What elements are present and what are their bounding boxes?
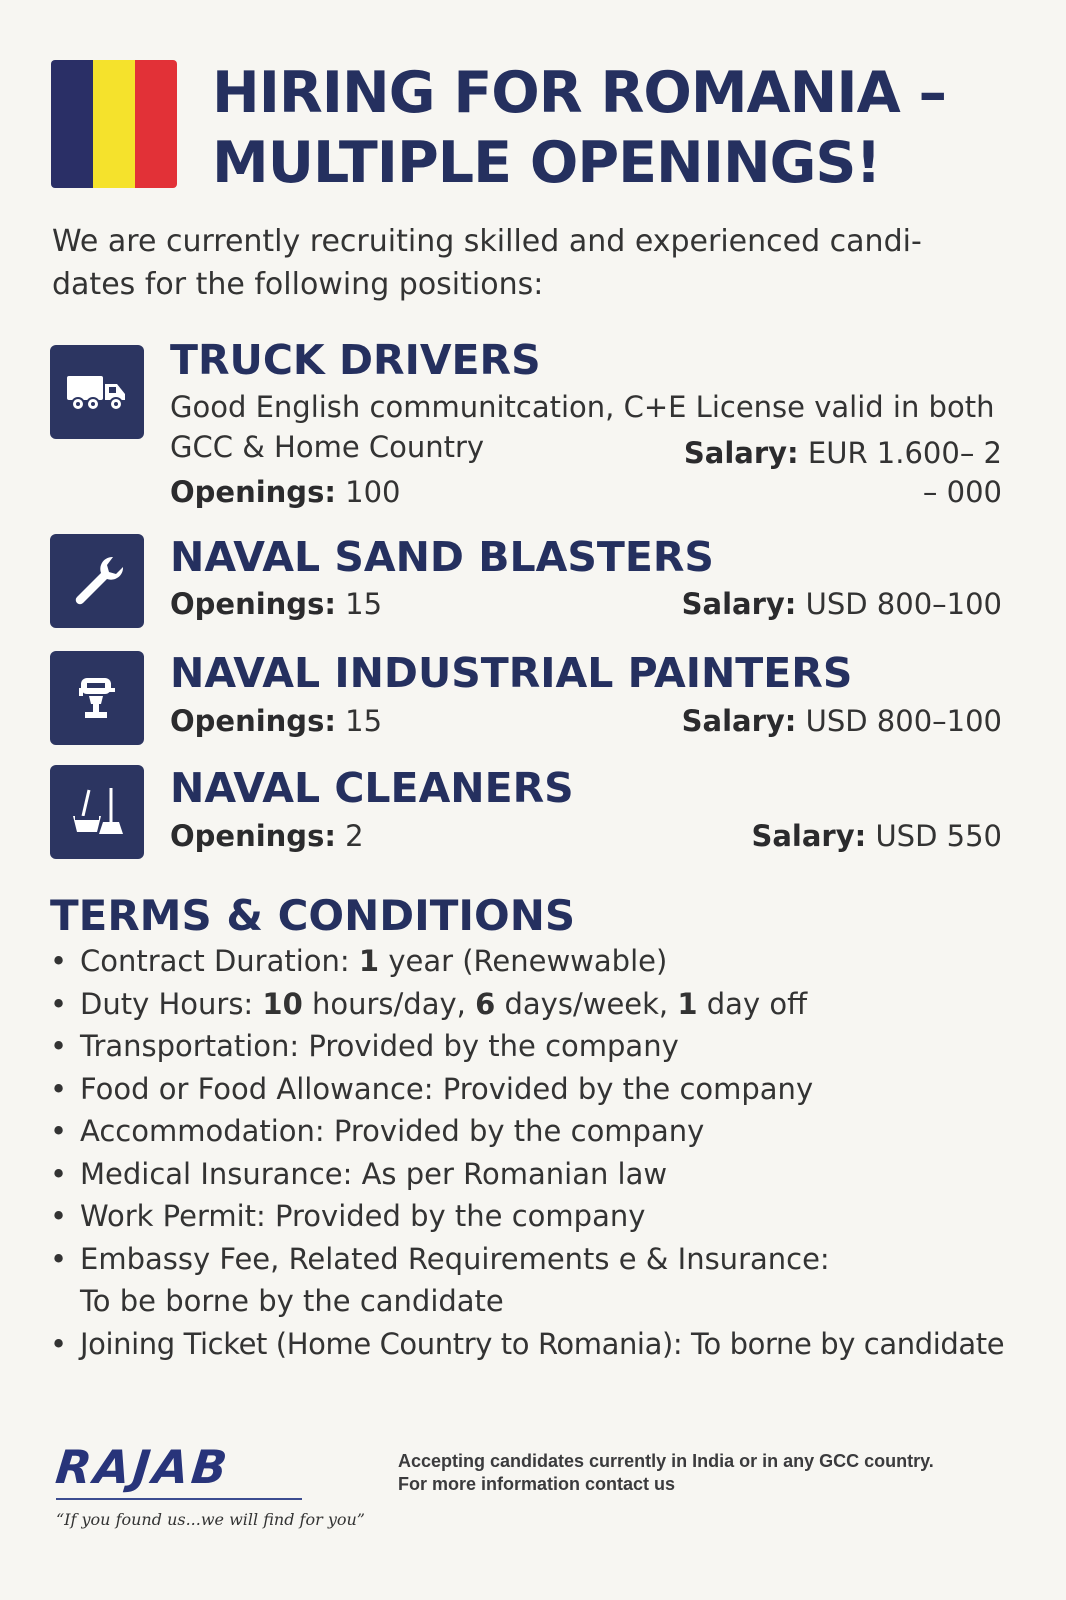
cleaning-icon xyxy=(50,765,144,859)
term-work-permit: • Work Permit: Provided by the company xyxy=(50,1195,1040,1238)
openings-value: 15 xyxy=(345,704,383,738)
term-embassy-fee-line-1: Embassy Fee, Related Requirements e & Insurance: xyxy=(80,1241,830,1276)
salary xyxy=(751,816,1002,856)
term-joining-ticket: • Joining Ticket (Home Country to Romania): To borne by candidate xyxy=(50,1323,1040,1366)
salary-label: Salary: xyxy=(681,704,797,738)
page-title xyxy=(212,58,1032,198)
romania-flag xyxy=(51,60,177,188)
footer-line-1: Accepting candidates currently in India or in any GCC country. xyxy=(398,1451,934,1471)
openings-row xyxy=(170,584,1002,624)
title-line-2: MULTIPLE OPENINGS! xyxy=(212,130,881,196)
title-line-1: HIRING FOR ROMANIA – xyxy=(212,60,947,126)
salary xyxy=(684,433,1002,473)
flag-yellow-stripe xyxy=(93,60,135,188)
wrench-icon xyxy=(50,534,144,628)
salary-value: USD 550 xyxy=(875,819,1002,853)
openings-row xyxy=(170,472,1002,512)
intro-line-1: We are currently recruiting skilled and experienced candi- xyxy=(52,224,922,259)
job-naval-cleaners xyxy=(50,765,1010,859)
intro-line-2: dates for the following positions: xyxy=(52,267,544,302)
rajab-logo: RAJAB xyxy=(53,1440,233,1494)
job-description-line-1: Good English communitcation, C+E License valid in both xyxy=(170,390,995,424)
term-contract-duration: • Contract Duration: 1 year (Renewwable) xyxy=(50,940,1040,983)
intro-text xyxy=(52,220,1012,306)
term-food: • Food or Food Allowance: Provided by the company xyxy=(50,1068,1040,1111)
salary-label: Salary: xyxy=(681,587,797,621)
term-embassy-fee xyxy=(50,1238,1040,1323)
openings-label: Openings: xyxy=(170,587,336,621)
terms-title: TERMS & CONDITIONS xyxy=(50,891,576,940)
footer-line-2: For more information contact us xyxy=(398,1474,676,1494)
job-description-line-2-text: GCC & Home Country xyxy=(170,430,485,464)
openings-value: 15 xyxy=(345,587,383,621)
salary xyxy=(682,584,1002,624)
term-medical-insurance: • Medical Insurance: As per Romanian law xyxy=(50,1153,1040,1196)
salary-label: Salary: xyxy=(751,819,867,853)
terms-list xyxy=(50,940,1040,1365)
openings-row xyxy=(170,816,1002,856)
openings-label: Openings: xyxy=(170,704,336,738)
job-truck-drivers xyxy=(50,336,1010,515)
truck-icon xyxy=(50,345,144,439)
salary-value: USD 800–100 xyxy=(805,587,1002,621)
term-duty-hours: • Duty Hours: 10 hours/day, 6 days/week, 1 day off xyxy=(50,983,1040,1026)
logo-underline xyxy=(56,1498,302,1500)
openings-row xyxy=(170,701,1002,741)
job-naval-sand-blasters xyxy=(50,534,1010,628)
flag-blue-stripe xyxy=(51,60,93,188)
footer-note xyxy=(398,1450,1038,1496)
salary-value-line-2: – 000 xyxy=(922,475,1002,509)
salary xyxy=(682,701,1002,741)
logo-tagline: “If you found us...we will find for you” xyxy=(56,1510,365,1529)
salary-value-line-1: EUR 1.600– 2 xyxy=(807,436,1002,470)
job-title: NAVAL CLEANERS xyxy=(170,764,574,812)
job-naval-industrial-painters xyxy=(50,651,1010,745)
openings-value: 2 xyxy=(345,819,364,853)
term-transportation: • Transportation: Provided by the company xyxy=(50,1025,1040,1068)
term-accommodation: • Accommodation: Provided by the company xyxy=(50,1110,1040,1153)
job-title: TRUCK DRIVERS xyxy=(170,336,541,384)
openings-value: 100 xyxy=(345,475,401,509)
salary-value: USD 800–100 xyxy=(805,704,1002,738)
job-title: NAVAL SAND BLASTERS xyxy=(170,533,714,581)
openings-label: Openings: xyxy=(170,819,336,853)
openings-label: Openings: xyxy=(170,475,336,509)
salary-label: Salary: xyxy=(683,436,799,470)
flag-red-stripe xyxy=(135,60,177,188)
term-embassy-fee-line-2: To be borne by the candidate xyxy=(80,1284,504,1318)
painter-icon xyxy=(50,651,144,745)
job-title: NAVAL INDUSTRIAL PAINTERS xyxy=(170,649,853,697)
job-description-line-2 xyxy=(170,427,1002,470)
